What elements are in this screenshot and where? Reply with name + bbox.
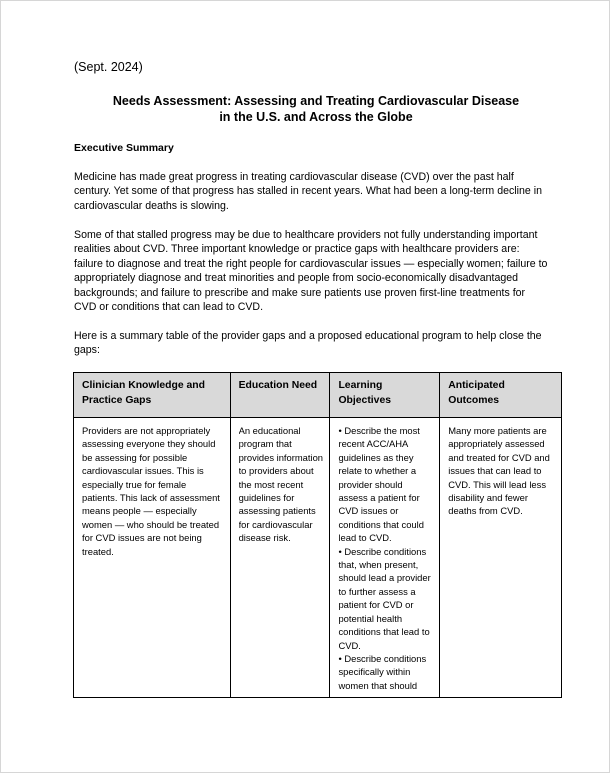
document-date: (Sept. 2024) [74,60,143,74]
paragraph-3: Here is a summary table of the provider gaps and a proposed educational program to help close the gaps: [74,330,542,357]
section-heading: Executive Summary [74,142,174,154]
cell-outcomes [440,418,562,698]
cell-need [230,418,330,698]
table-header-row [74,373,562,418]
objectives-list [338,424,433,692]
title-line-2: in the U.S. and Across the Globe [219,110,413,124]
header-education-need: Education Need [230,373,330,418]
header-clinician-gaps: Clinician Knowledge and Practice Gaps [74,373,231,418]
gaps-table [73,372,562,698]
cell-gap [74,418,231,698]
title-line-1: Needs Assessment: Assessing and Treating Cardiovascular Disease [112,94,520,108]
table-row [74,418,562,698]
header-learning-objectives: Learning Objectives [330,373,440,418]
cell-objectives [330,418,440,698]
objective-item: • Describe the most recent ACC/AHA guidelines as they relate to whether a provider should assess a patient for CVD issues or conditions that could lead to CVD. [338,425,424,544]
header-anticipated-outcomes: Anticipated Outcomes [440,373,562,418]
objective-item: • Describe conditions that, when present, should lead a provider to further assess a patient for CVD or potential health conditions that lead to CVD. [338,545,431,651]
gap-text: Providers are not appropriately assessing everyone they should be assessing for possible cardiovascular issues. This is especially true for female patients. This lack of assessment means people — especially women — who should be treated for CVD issues are not being treated. [82,425,220,557]
need-text: An educational program that provides information to providers about the most recent guidelines for assessing patients for cardiovascular disease risk. [238,425,323,544]
outcomes-text: Many more patients are appropriately assessed and treated for CVD and issues that can lead to CVD. This will lead less disability and fewer deaths from CVD. [448,425,550,517]
paragraph-1: Medicine has made great progress in treating cardiovascular disease (CVD) over the past half century. Yet some of that progress has stalled in recent years. What had been a long-term decline in cardiovascular deaths is slowing. [74,171,542,212]
document-title [61,93,571,125]
paragraph-2: Some of that stalled progress may be due to healthcare providers not fully understanding important realities about CVD. Three important knowledge or practice gaps with healthcare providers are: failure to diagnose and treat the right people for cardiovascular issues — especially women; failure to appropriately diagnose and treat minorities and people from socio-economically disadvantaged backgrounds; and failure to prescribe and make sure patients use proven first-line treatments for CVD or conditions that can lead to CVD. [74,229,548,314]
objective-item: • Describe conditions specifically within women that should [338,652,427,691]
